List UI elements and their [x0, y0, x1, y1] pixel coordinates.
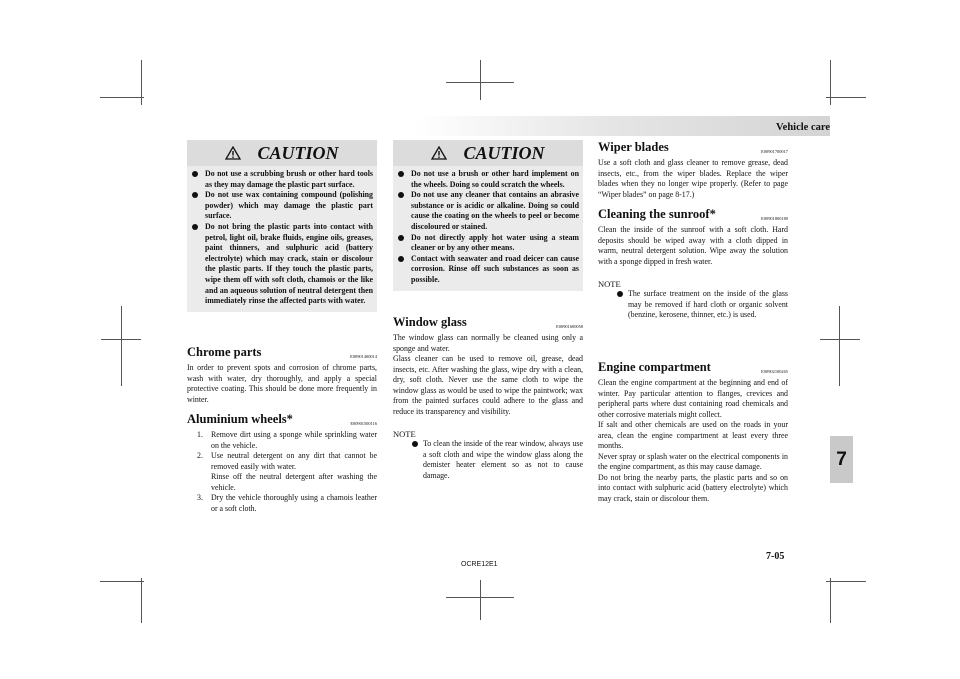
section-code: E00902100265 — [761, 369, 788, 374]
caution-item: Do not bring the plastic parts into contact with petrol, light oil, brake fluids, engine oils, greases, paint thinners, and sulphuric acid (battery electrolyte) which may crack, stain or discolour the plastic parts. If they touch the plastic parts, wipe them off with soft cloth, chamois or the like and an aqueous solution of neutral detergent then immediately rinse the affected parts with water. — [190, 222, 373, 307]
caution-box-left — [187, 140, 377, 312]
note-label: NOTE — [393, 429, 416, 439]
crop-mark — [100, 97, 144, 98]
doc-code: OCRE12E1 — [461, 561, 498, 568]
caution-item: Do not directly apply hot water using a steam cleaner or by any other means. — [396, 233, 579, 254]
section-text: The window glass can normally be cleaned using only a sponge and water. — [393, 333, 583, 353]
caution-box-middle — [393, 140, 583, 291]
bullet-icon — [192, 224, 198, 230]
bullet-icon — [412, 441, 418, 447]
engine-compartment-section — [598, 360, 788, 504]
section-text: Never spray or splash water on the electrical components in the engine compartment, as this may cause damage. — [598, 451, 788, 471]
bullet-icon — [192, 171, 198, 177]
section-heading: Engine compartment E00902100265 — [598, 360, 788, 374]
crop-mark — [480, 580, 481, 620]
bullet-icon — [398, 235, 404, 241]
section-text: If salt and other chemicals are used on the roads in your area, clean the engine compartment at least every three months. — [598, 420, 788, 450]
caution-body — [187, 166, 377, 312]
header-title: Vehicle care — [776, 122, 830, 133]
section-code: E00901600058 — [556, 324, 583, 329]
wiper-blades-section — [598, 140, 788, 200]
chrome-parts-section — [187, 345, 377, 405]
steps-list — [187, 430, 377, 514]
section-text: Clean the engine compartment at the beginning and end of winter. Pay particular attention to flanges, crevices and peripheral parts where dust containing road chemicals and other corrosive materials might collect. — [598, 378, 788, 419]
warning-triangle-icon — [431, 146, 447, 160]
caution-title: CAUTION — [257, 142, 339, 163]
note-label: NOTE — [598, 279, 621, 289]
caution-item: Contact with seawater and road deicer can cause corrosion. Rinse off such substances as soon as possible. — [396, 254, 579, 286]
section-code: E00901800180 — [761, 216, 788, 221]
bullet-icon — [398, 192, 404, 198]
caution-body — [393, 166, 583, 291]
crop-mark — [101, 339, 141, 340]
caution-title: CAUTION — [463, 142, 545, 163]
crop-mark — [826, 581, 866, 582]
section-heading: Wiper blades E00901700017 — [598, 140, 788, 154]
section-text: Clean the inside of the sunroof with a soft cloth. Hard deposits should be wiped away with a cloth dipped in warm, neutral detergent solution. Wipe away the solution with a sponge dipped in fresh water. — [598, 225, 788, 266]
crop-mark — [839, 306, 840, 386]
chapter-tab: 7 — [830, 436, 853, 483]
page-number: 7-05 — [766, 551, 785, 562]
crop-mark — [100, 581, 144, 582]
bullet-icon — [617, 291, 623, 297]
crop-mark — [480, 60, 481, 100]
crop-mark — [830, 60, 831, 105]
section-text: Use a soft cloth and glass cleaner to remove grease, dead insects, etc., from the wiper blades. Replace the wiper blades when they no longer wipe properly. (Refer to page “Wiper blades” on page 8-17.) — [598, 158, 788, 199]
warning-triangle-icon — [225, 146, 241, 160]
crop-mark — [820, 339, 860, 340]
section-code: E00901500116 — [350, 421, 377, 426]
sunroof-section — [598, 207, 788, 321]
section-text: Glass cleaner can be used to remove oil, grease, dead insects, etc. After washing the glass, wipe dry with a clean, dry, soft cloth. Never use the same cloth to wipe the window glass as would be used to wipe the paintwork; wax from the painted surfaces could adhere to the glass and reduce its transparency and visibility. — [393, 354, 583, 416]
section-heading: Chrome parts E00901400014 — [187, 345, 377, 359]
crop-mark — [830, 578, 831, 623]
header-band — [415, 116, 830, 136]
crop-mark — [141, 578, 142, 623]
section-heading: Cleaning the sunroof* E00901800180 — [598, 207, 788, 221]
caution-item: Do not use a scrubbing brush or other hard tools as they may damage the plastic part surface. — [190, 169, 373, 190]
bullet-icon — [398, 256, 404, 262]
caution-header — [393, 140, 583, 166]
section-heading: Aluminium wheels* E00901500116 — [187, 412, 377, 426]
crop-mark — [446, 82, 514, 83]
section-heading: Window glass E00901600058 — [393, 315, 583, 329]
caution-item: Do not use wax containing compound (polishing powder) which may damage the plastic part surface. — [190, 190, 373, 222]
aluminium-wheels-section — [187, 412, 377, 514]
caution-item: Do not use a brush or other hard implement on the wheels. Doing so could scratch the wheels. — [396, 169, 579, 190]
caution-header — [187, 140, 377, 166]
section-code: E00901400014 — [350, 354, 377, 359]
section-text: In order to prevent spots and corrosion of chrome parts, wash with water, dry thoroughly, and apply a special protective coating. This should be done more frequently in winter. — [187, 363, 377, 404]
bullet-icon — [192, 192, 198, 198]
crop-mark — [141, 60, 142, 105]
list-item: 2. Use neutral detergent on any dirt that cannot be removed easily with water. Rinse off the neutral detergent after washing the vehicle. — [197, 451, 377, 492]
note-item: To clean the inside of the rear window, always use a soft cloth and wipe the window glass along the demister heater element so as not to cause damage. — [393, 439, 583, 481]
crop-mark — [121, 306, 122, 386]
bullet-icon — [398, 171, 404, 177]
crop-mark — [446, 597, 514, 598]
list-item: 3. Dry the vehicle thoroughly using a chamois leather or a soft cloth. — [197, 493, 377, 513]
window-glass-section — [393, 315, 583, 481]
caution-item: Do not use any cleaner that contains an abrasive substance or is acidic or alkaline. Doing so could cause the coating on the wheels to peel or become discoloured or stained. — [396, 190, 579, 232]
crop-mark — [826, 97, 866, 98]
list-item: 1. Remove dirt using a sponge while sprinkling water on the vehicle. — [197, 430, 377, 450]
section-text: Do not bring the nearby parts, the plastic parts and so on into contact with sulphuric acid (battery electrolyte) which may crack, stain or discolour them. — [598, 472, 788, 503]
section-code: E00901700017 — [761, 149, 788, 154]
note-item: The surface treatment on the inside of the glass may be removed if hard cloth or organic solvent (benzine, kerosene, thinner, etc.) is used. — [598, 289, 788, 321]
